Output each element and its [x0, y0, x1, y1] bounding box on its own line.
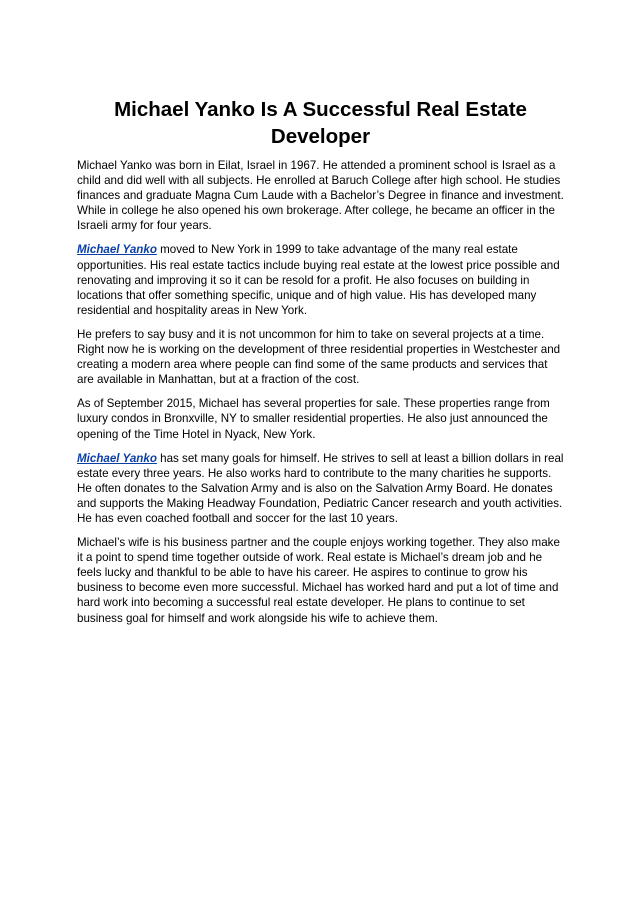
paragraph-4-text: As of September 2015, Michael has several properties for sale. These properties range from luxury condos in Bronxville, NY to smaller residential properties. He also just announced the opening of the Time Hotel in Nyack, New York. [77, 397, 550, 441]
paragraph-6 [77, 535, 564, 626]
paragraph-3 [77, 327, 564, 387]
paragraph-5-text: has set many goals for himself. He strives to sell at least a billion dollars in real estate every three years. He also works hard to contribute to the many charities he supports. He often donates to the Salvation Army and is also on the Salvation Army Board. He donates and supports the Making Headway Foundation, Pediatric Cancer research and youth activities. He has even coached football and soccer for the last 10 years. [77, 451, 564, 525]
paragraph-4 [77, 396, 564, 441]
paragraph-5 [77, 451, 564, 526]
michael-yanko-link-1[interactable]: Michael Yanko [77, 243, 157, 257]
paragraph-2-text: moved to New York in 1999 to take advantage of the many real estate opportunities. His real estate tactics include buying real estate at the lowest price possible and renovating and improving it so it can be resold for a profit. He also focuses on building in locations that offer something specific, unique and of high value. His has developed many residential and hospitality areas in New York. [77, 243, 560, 317]
document-title: Michael Yanko Is A Successful Real Estate Developer [114, 98, 527, 148]
paragraph-3-text: He prefers to say busy and it is not uncommon for him to take on several projects at a time. Right now he is working on the development of three residential properties in Westchester and creating a modern area where people can find some of the same products and services that are available in Manhattan, but at a fraction of the cost. [77, 327, 561, 387]
michael-yanko-link-2[interactable]: Michael Yanko [77, 451, 157, 465]
paragraph-6-text: Michael’s wife is his business partner and the couple enjoys working together. They also make it a point to spend time together outside of work. Real estate is Michael’s dream job and he feels lucky and thankful to be able to have his career. He aspires to continue to grow his business to become even more successful. Michael has worked hard and put a lot of time and hard work into becoming a successful real estate developer. He plans to continue to set business goal for himself and work alongside his wife to achieve them. [77, 536, 560, 625]
paragraph-1-text: Michael Yanko was born in Eilat, Israel in 1967. He attended a prominent school is Israel as a child and did well with all subjects. He enrolled at Baruch College after high school. He studies finances and graduate Magna Cum Laude with a Bachelor’s Degree in finance and investment. While in college he also opened his own brokerage. After college, he became an officer in the Israeli army for four years. [77, 159, 564, 233]
document-page [77, 96, 564, 635]
paragraph-2 [77, 242, 564, 317]
paragraph-1 [77, 158, 564, 233]
